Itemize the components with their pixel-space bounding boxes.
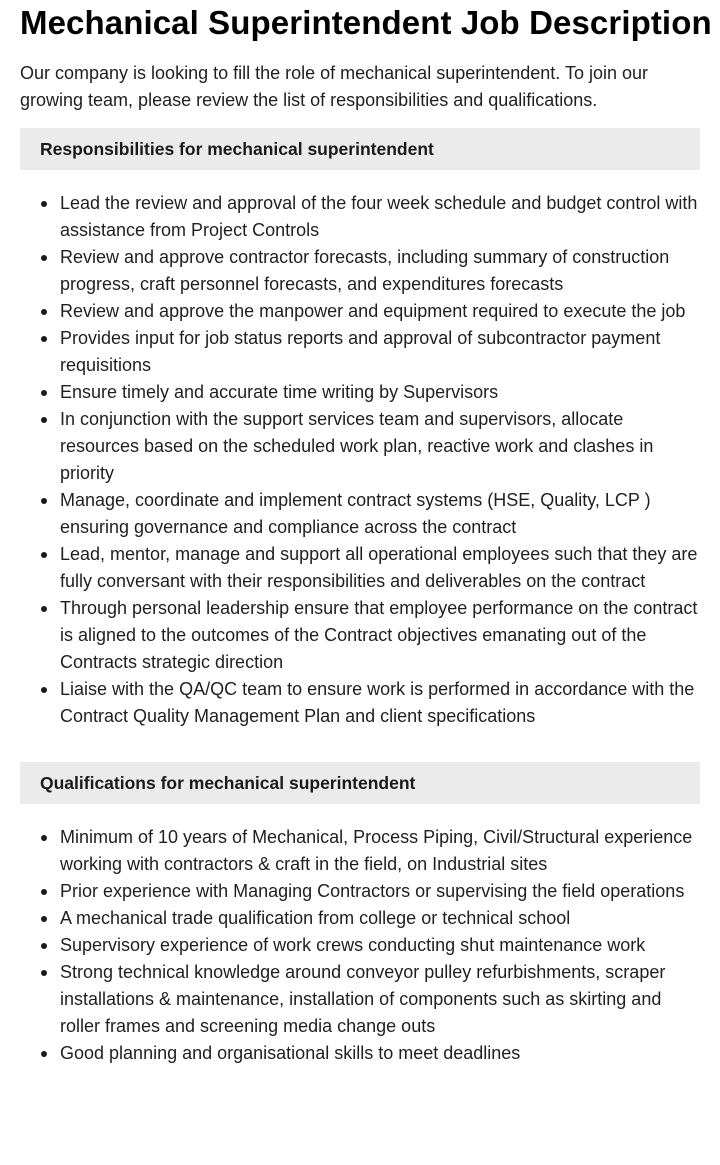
page-title: Mechanical Superintendent Job Description (20, 4, 712, 41)
list-item: Review and approve contractor forecasts, including summary of construction progress, craft personnel forecasts, and expenditures forecasts (20, 244, 700, 298)
qualifications-list (20, 824, 700, 1067)
list-item: Liaise with the QA/QC team to ensure work is performed in accordance with the Contract Quality Management Plan and client specifications (20, 676, 700, 730)
intro-paragraph: Our company is looking to fill the role of mechanical superintendent. To join our growing team, please review the list of responsibilities and qualifications. (20, 63, 649, 110)
list-item: Strong technical knowledge around conveyor pulley refurbishments, scraper installations & maintenance, installation of components such as skirting and roller frames and screening media change outs (20, 959, 700, 1040)
list-item: Through personal leadership ensure that employee performance on the contract is aligned to the outcomes of the Contract objectives emanating out of the Contracts strategic direction (20, 595, 700, 676)
list-item: Prior experience with Managing Contractors or supervising the field operations (20, 878, 700, 905)
list-item: Ensure timely and accurate time writing by Supervisors (20, 379, 700, 406)
list-item: In conjunction with the support services team and supervisors, allocate resources based on the scheduled work plan, reactive work and clashes in priority (20, 406, 700, 487)
list-item: A mechanical trade qualification from college or technical school (20, 905, 700, 932)
list-item: Manage, coordinate and implement contract systems (HSE, Quality, LCP ) ensuring governance and compliance across the contract (20, 487, 700, 541)
qualifications-heading: Qualifications for mechanical superintendent (20, 762, 700, 804)
list-item: Lead, mentor, manage and support all operational employees such that they are fully conversant with their responsibilities and deliverables on the contract (20, 541, 700, 595)
list-item: Review and approve the manpower and equipment required to execute the job (20, 298, 700, 325)
responsibilities-heading: Responsibilities for mechanical superintendent (20, 128, 700, 170)
list-item: Minimum of 10 years of Mechanical, Process Piping, Civil/Structural experience working with contractors & craft in the field, on Industrial sites (20, 824, 700, 878)
list-item: Good planning and organisational skills to meet deadlines (20, 1040, 700, 1067)
list-item: Supervisory experience of work crews conducting shut maintenance work (20, 932, 700, 959)
list-item: Provides input for job status reports and approval of subcontractor payment requisitions (20, 325, 700, 379)
responsibilities-list (20, 190, 700, 730)
list-item: Lead the review and approval of the four week schedule and budget control with assistance from Project Controls (20, 190, 700, 244)
